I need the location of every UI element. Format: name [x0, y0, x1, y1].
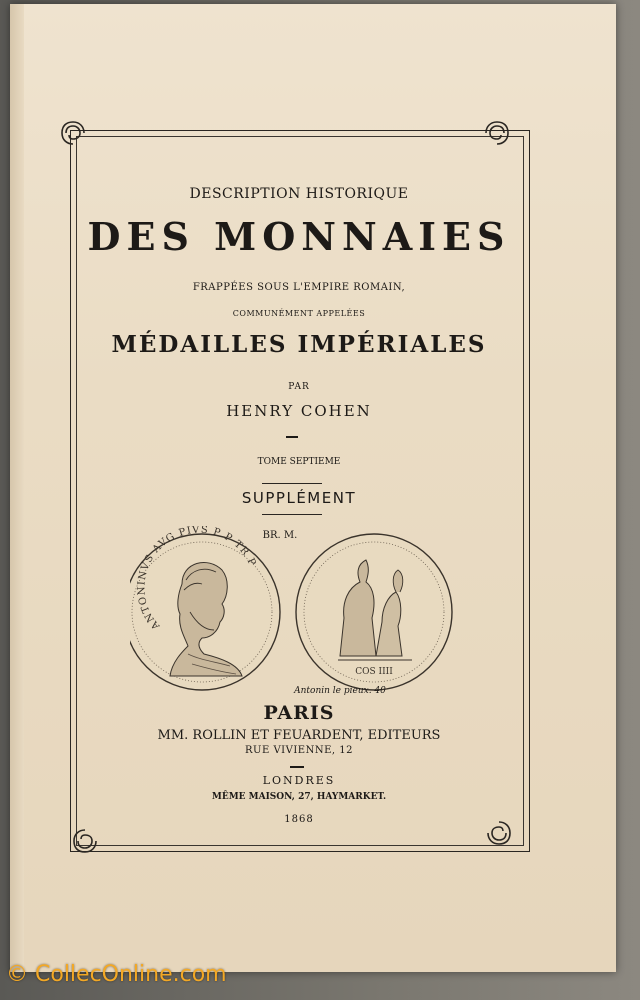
coin-legend: ANTONINVS AVG PIVS P P TR P [136, 526, 258, 632]
coin-exergue: COS IIII [355, 667, 393, 677]
rule-bottom [262, 514, 322, 515]
coin-caption: Antonin le pieux. 40 [294, 686, 386, 696]
title-main: DES MONNAIES [87, 214, 511, 259]
title-subtitle: MÉDAILLES IMPÉRIALES [111, 331, 487, 358]
volume-label: TOME SEPTIEME [257, 457, 341, 467]
author-name: HENRY COHEN [226, 402, 372, 420]
corner-ornament-icon [58, 118, 88, 148]
separator-dash [290, 766, 304, 768]
cover-edge [10, 4, 24, 972]
address: RUE VIVIENNE, 12 [245, 745, 353, 756]
supplement-label: SUPPLÉMENT [241, 489, 357, 507]
address-2: MÊME MAISON, 27, HAYMARKET. [211, 792, 387, 802]
coin-illustration [130, 526, 460, 698]
publisher: MM. ROLLIN ET FEUARDENT, EDITEURS [157, 728, 441, 743]
coin-reverse [296, 534, 452, 690]
metal-label: BR. M. [262, 530, 298, 541]
rule-top [262, 483, 322, 484]
corner-ornament-icon [482, 118, 512, 148]
by-label: PAR [288, 382, 310, 392]
title-line-1: DESCRIPTION HISTORIQUE [189, 186, 409, 202]
watermark: © CollecOnline.com [6, 962, 227, 987]
city-2: LONDRES [262, 774, 336, 787]
book-cover [10, 4, 616, 972]
title-line-3: FRAPPÉES SOUS L'EMPIRE ROMAIN, [192, 282, 406, 293]
coin-obverse [130, 526, 280, 690]
separator-dash [286, 436, 298, 438]
corner-ornament-icon [70, 826, 100, 856]
city: PARIS [263, 702, 335, 724]
publication-year: 1868 [284, 814, 314, 825]
title-line-4: COMMUNÉMENT APPELÉES [232, 309, 366, 318]
